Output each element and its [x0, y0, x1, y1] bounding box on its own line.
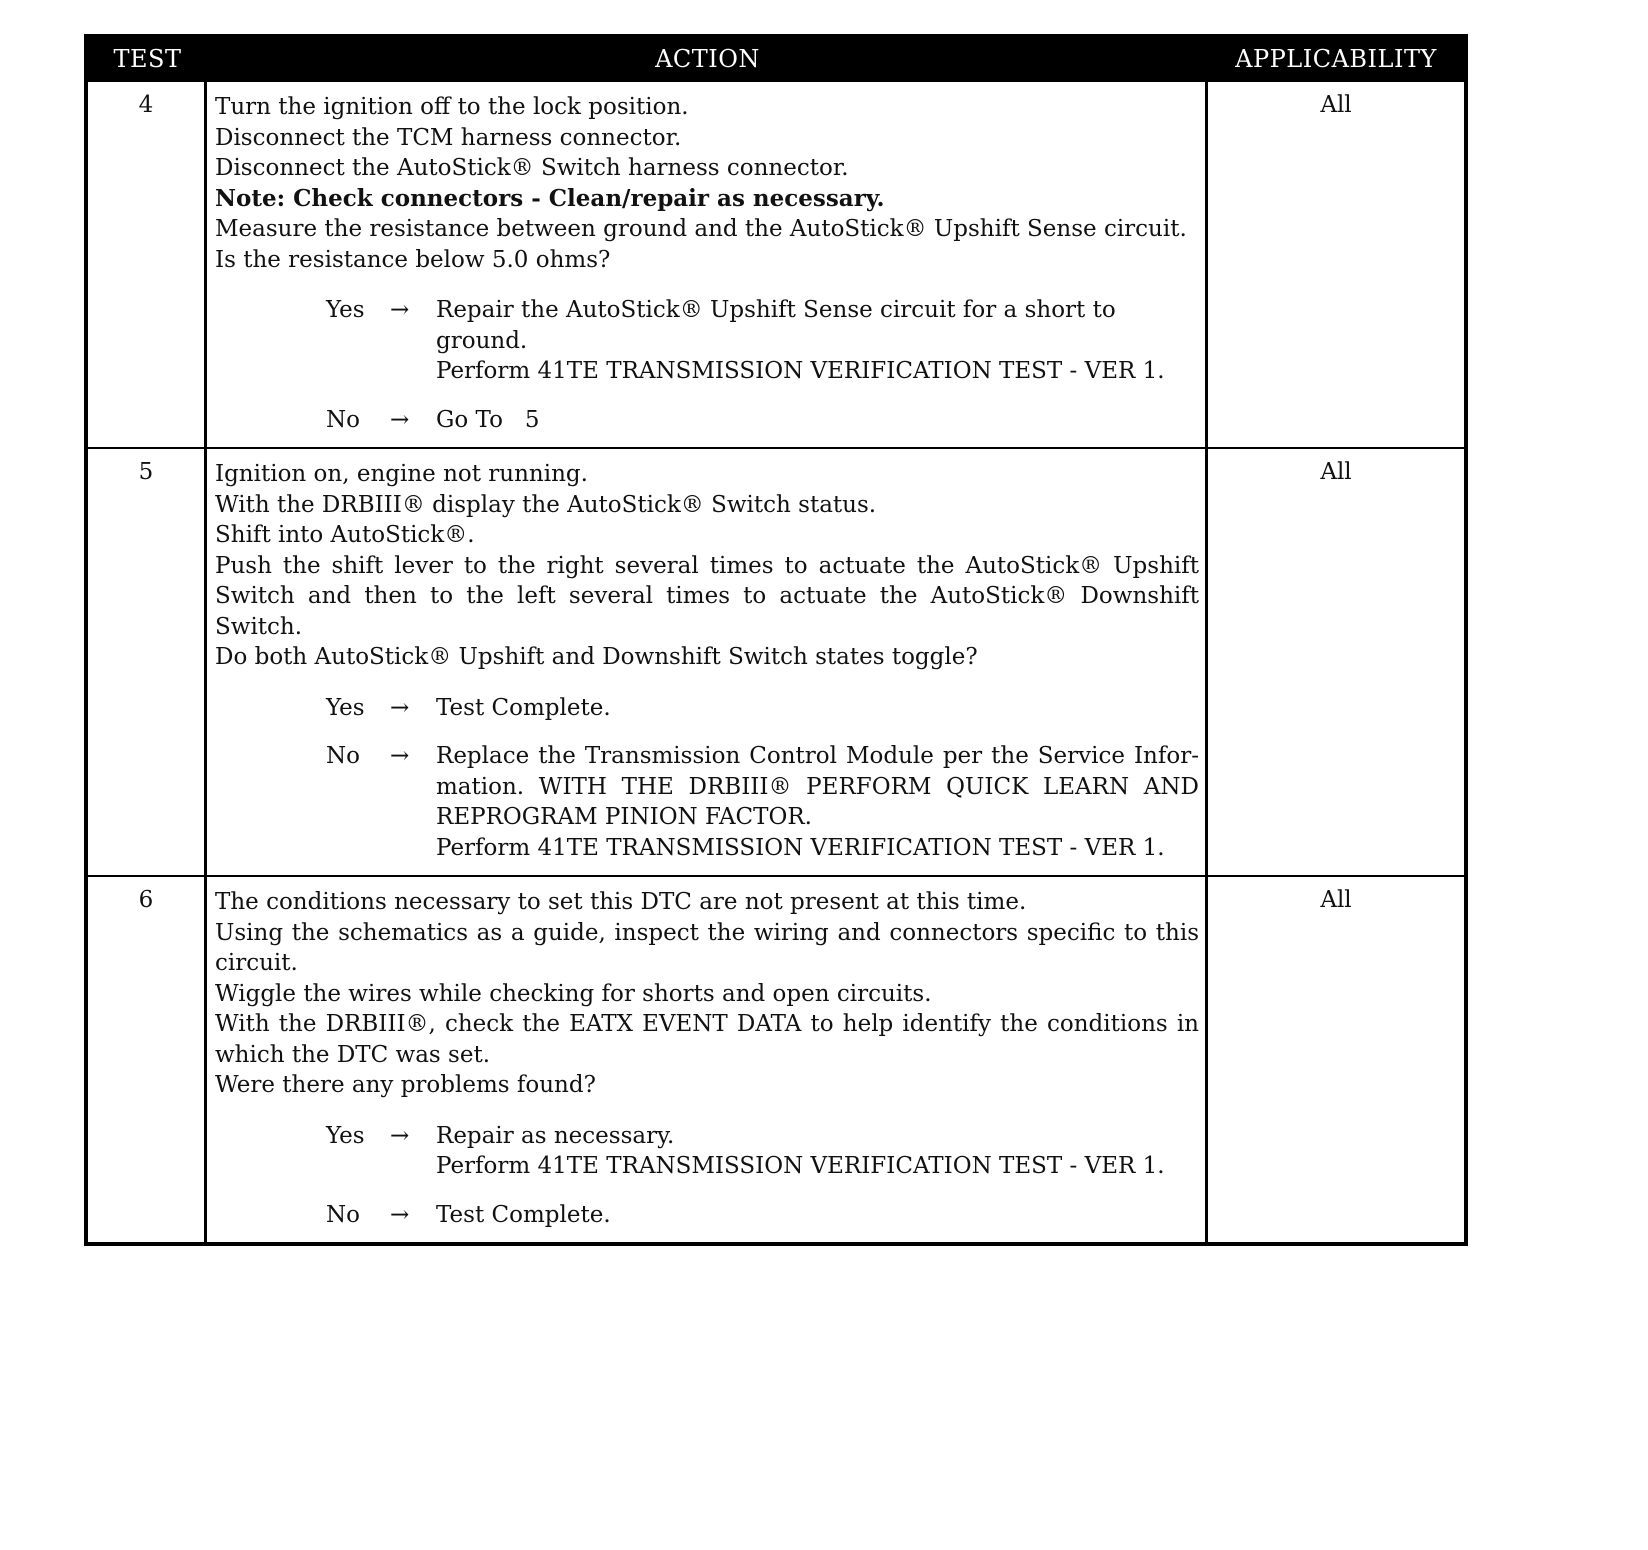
arrow-icon: →	[390, 406, 410, 433]
action-line: Measure the resistance between ground and the AutoStick® Upshift Sense circuit.	[215, 216, 1187, 242]
header-action: ACTION	[655, 45, 760, 73]
action-line: Disconnect the AutoStick® Switch harness connector.	[215, 155, 849, 181]
note-line: Note: Check connectors - Clean/repair as necessary.	[215, 184, 885, 212]
header-test: TEST	[113, 45, 182, 73]
action-line: Shift into AutoStick®.	[215, 522, 475, 548]
outcome-line: Perform 41TE TRANSMISSION VERIFICATION TEST - VER 1.	[436, 834, 1165, 861]
yes-outcome	[215, 295, 1199, 387]
no-label: No	[326, 743, 360, 769]
outcome-line: Perform 41TE TRANSMISSION VERIFICATION TEST - VER 1.	[436, 1153, 1165, 1179]
yes-label: Yes	[326, 297, 365, 323]
yes-outcome	[215, 693, 1199, 724]
yes-text	[436, 1121, 1199, 1182]
no-outcome	[215, 1200, 1199, 1231]
action-line: With the DRBIII®, check the EATX EVENT DATA to help identify the conditions in which the DTC was set.	[215, 1011, 1207, 1068]
applicability-value: All	[1320, 92, 1352, 118]
table-row	[88, 875, 1464, 1242]
no-outcome	[215, 741, 1199, 863]
arrow-icon: →	[390, 1201, 410, 1228]
yes-outcome	[215, 1121, 1199, 1182]
applicability-value: All	[1320, 459, 1352, 485]
applicability-value: All	[1320, 887, 1352, 913]
yes-label: Yes	[326, 1122, 365, 1149]
action-line: Wiggle the wires while checking for shorts and open circuits.	[215, 980, 932, 1007]
no-text	[436, 741, 1199, 863]
action-line: Ignition on, engine not running.	[215, 461, 588, 487]
action-line: Disconnect the TCM harness connector.	[215, 124, 682, 151]
outcomes	[215, 295, 1199, 435]
no-label: No	[326, 406, 360, 433]
outcomes	[215, 1121, 1199, 1231]
question-line: Do both AutoStick® Upshift and Downshift Switch states toggle?	[215, 644, 978, 670]
action-line: The conditions necessary to set this DTC are not present at this time.	[215, 889, 1027, 915]
yes-text	[436, 295, 1199, 387]
action-cell	[207, 877, 1208, 1242]
table-row	[88, 80, 1464, 447]
outcomes	[215, 693, 1199, 864]
table-row	[88, 447, 1464, 875]
action-cell	[207, 82, 1208, 447]
test-number: 4	[88, 82, 207, 447]
arrow-icon: →	[390, 694, 410, 721]
yes-text	[436, 693, 1199, 724]
question-line: Were there any problems found?	[215, 1072, 596, 1098]
table-header	[88, 38, 1464, 80]
action-cell	[207, 449, 1208, 875]
arrow-icon: →	[390, 743, 410, 769]
arrow-icon: →	[390, 1122, 410, 1149]
outcome-line: Test Complete.	[436, 694, 611, 721]
no-text	[436, 1200, 1199, 1231]
arrow-icon: →	[390, 297, 410, 323]
action-line: With the DRBIII® display the AutoStick® Switch status.	[215, 491, 877, 518]
diagnostic-test-table	[84, 34, 1468, 1246]
outcome-line: Repair the AutoStick® Upshift Sense circuit for a short to ground.	[436, 297, 1116, 354]
action-line: Using the schematics as a guide, inspect the wiring and connectors specific to this circuit.	[215, 919, 1207, 976]
question-line: Is the resistance below 5.0 ohms?	[215, 246, 611, 273]
outcome-line: Replace the Transmission Control Module per the Service Infor-mation. WITH THE DRBIII® PERFORM QUICK LEARN AND REPROGRAM PINION FACTOR.	[436, 743, 1199, 830]
no-text	[436, 405, 1199, 436]
test-number: 5	[88, 449, 207, 875]
action-line: Push the shift lever to the right several times to actuate the AutoStick® Upshift Switch and then to the left several times to actuate the AutoStick® Downshift Switch.	[215, 552, 1207, 640]
outcome-line: Repair as necessary.	[436, 1122, 675, 1149]
outcome-line: Perform 41TE TRANSMISSION VERIFICATION TEST - VER 1.	[436, 358, 1165, 384]
header-applicability: APPLICABILITY	[1235, 45, 1437, 73]
no-label: No	[326, 1201, 360, 1228]
test-number: 6	[88, 877, 207, 1242]
outcome-line: Go To 5	[436, 406, 540, 433]
outcome-line: Test Complete.	[436, 1201, 611, 1228]
yes-label: Yes	[326, 694, 365, 721]
action-line: Turn the ignition off to the lock position.	[215, 94, 689, 120]
no-outcome	[215, 405, 1199, 436]
